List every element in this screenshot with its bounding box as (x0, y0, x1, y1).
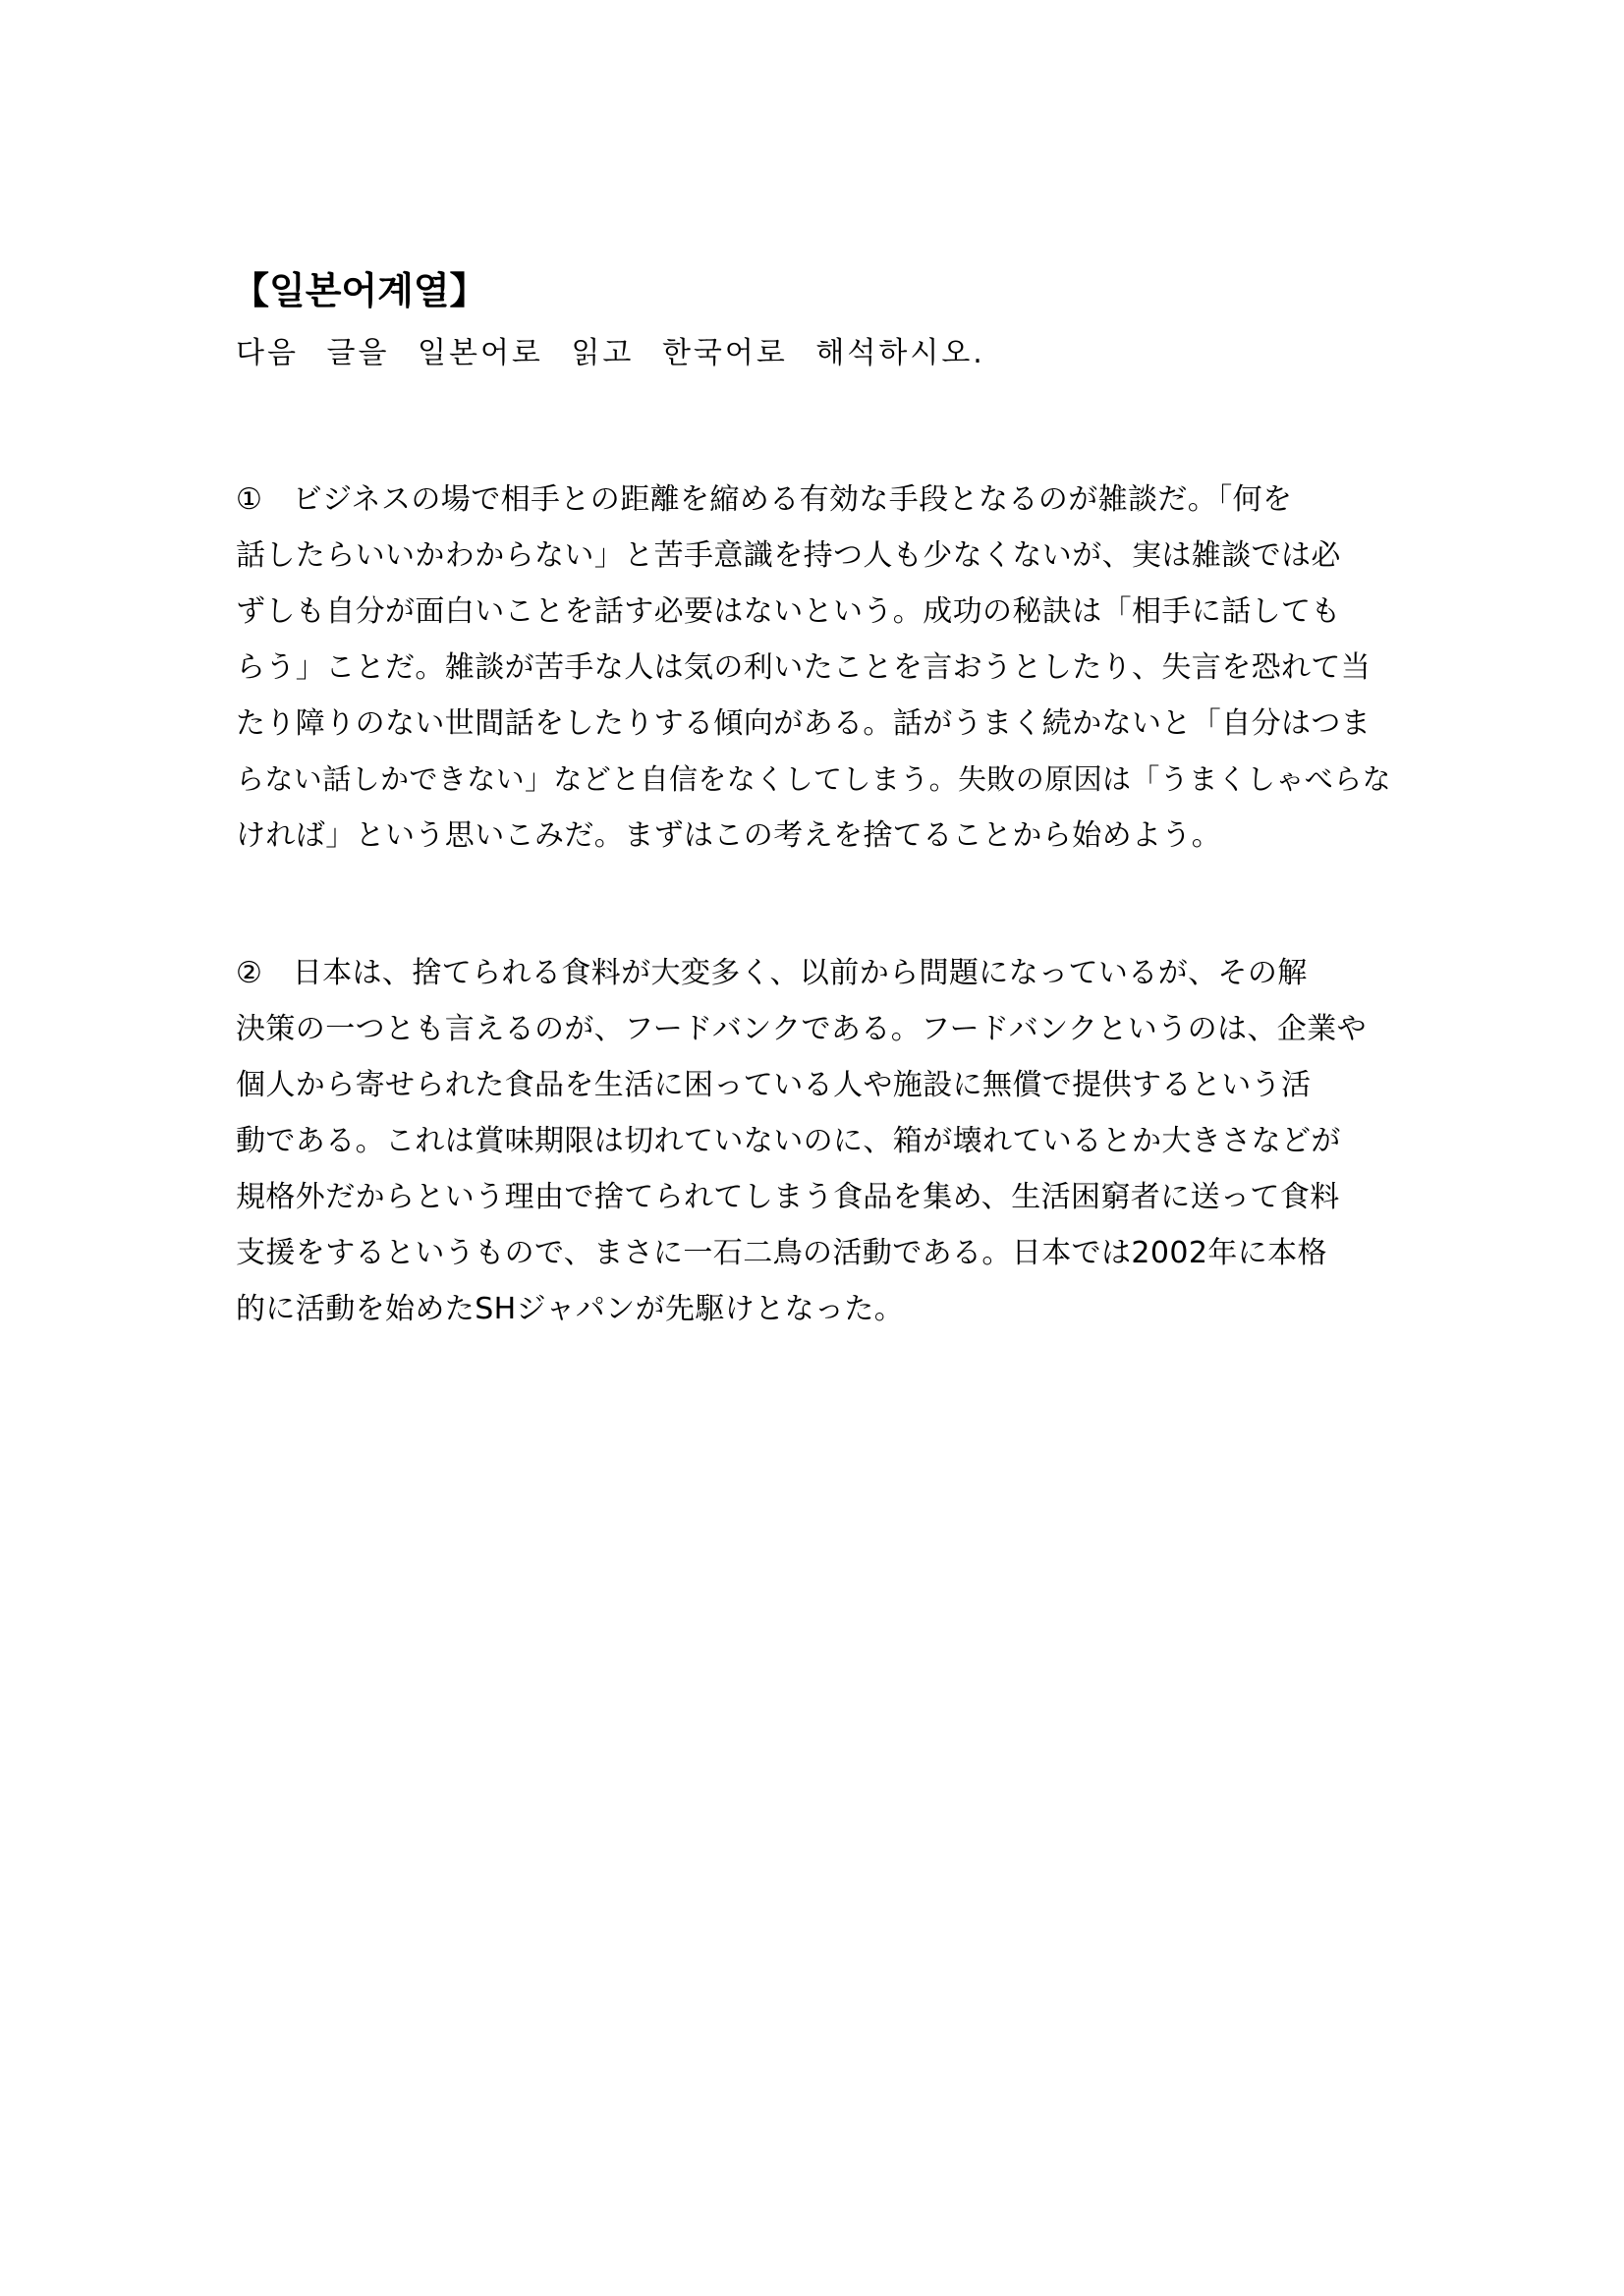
passage-line: 話したらいいかわからない」と苦手意識を持つ人も少なくないが、実は雑談では必 (236, 538, 1341, 573)
passage-line: 動である。これは賞味期限は切れていないのに、箱が壊れているとか大きさなどが (236, 1124, 1341, 1158)
passage-line: ① ビジネスの場で相手との距離を縮める有効な手段となるのが雑談だ。「何を (236, 482, 1293, 517)
passage-line: ② 日本は、捨てられる食料が大変多く、以前から問題になっているが、その解 (236, 956, 1308, 990)
passage-line: 支援をするというもので、まさに一石二鳥の活動である。日本では2002年に本格 (236, 1236, 1327, 1270)
passage-line: 規格外だからという理由で捨てられてしまう食品を集め、生活困窮者に送って食料 (236, 1180, 1340, 1214)
passage-line: ずしも自分が面白いことを話す必要はないという。成功の秘訣は「相手に話しても (236, 594, 1341, 629)
passage-line: ければ」という思いこみだ。まずはこの考えを捨てることから始めよう。 (236, 818, 1222, 853)
passage-line: らない話しかできない」などと自信をなくしてしまう。失敗の原因は「うまくしゃべらな (236, 762, 1392, 796)
passage-line: 個人から寄せられた食品を生活に困っている人や施設に無償で提供するという活 (236, 1068, 1312, 1102)
passage-line: 的に活動を始めたSHジャパンが先駆けとなった。 (236, 1292, 905, 1326)
instruction-text: 다음 글을 일본어로 읽고 한국어로 해석하시오. (236, 336, 985, 370)
passage-2 (236, 945, 1410, 1337)
passage-line: らう」ことだ。雑談が苦手な人は気の利いたことを言おうとしたり、失言を恐れて当 (236, 650, 1372, 685)
passage-line: 決策の一つとも言えるのが、フードバンクである。フードバンクというのは、企業や (236, 1012, 1367, 1046)
passage-1 (236, 472, 1410, 864)
passage-line: たり障りのない世間話をしたりする傾向がある。話がうまく続かないと「自分はつま (236, 706, 1372, 741)
section-heading: 【일본어계열】 (232, 269, 487, 312)
